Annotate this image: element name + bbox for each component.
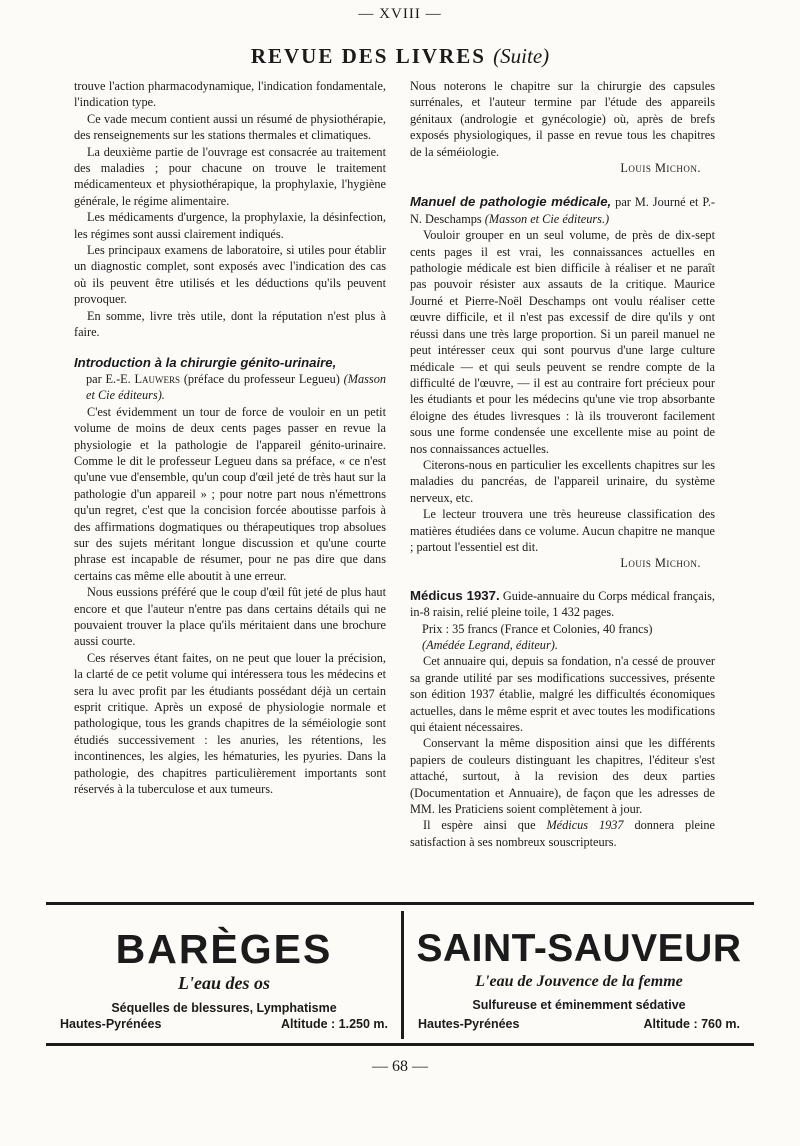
- review-heading: [74, 355, 386, 371]
- paragraph: Conservant la même disposition ainsi que les différents papiers de couleurs distinguant les chapitres, l'éditeur s'est attaché, surtout, à la revision des deux parties (Documentation et Annuaire), de façon que les adresses de MM. les Praticiens soient complètement à jour.: [410, 736, 715, 817]
- review-title: Introduction à la chirurgie génito-urinaire,: [74, 354, 337, 370]
- ad-subtitle: Sulfureuse et éminemment sédative: [472, 998, 686, 1012]
- section-title: [0, 44, 800, 69]
- review-price: Prix : 35 francs (France et Colonies, 40 francs): [422, 621, 653, 636]
- ad-region: Hautes-Pyrénées: [60, 1017, 162, 1031]
- ad-name: SAINT-SAUVEUR: [416, 927, 742, 970]
- paragraph: [410, 817, 715, 850]
- paragraph: C'est évidemment un tour de force de vouloir en un petit volume de moins de deux cents pages passer en revue la physiologie et la pathologie de l'appareil génito-urinaire. Comme le dit le professeur Legueu dans sa préface, « ce n'est qu'une vue d'ensemble, qu'un coup d'œil jeté de très haut sur la pathologie d'un appareil » ; pour notre part nous n'émettrons qu'un regret, c'est que la concision forcée aboutisse parfois à des affirmations dogmatiques ou thérapeutiques trop absolues sur des sujets méritant longue discussion et qu'une courte phrase est incapable de résumer, pour ne pas dire que dans certains cas même elle aboutit à une erreur.: [74, 404, 386, 583]
- review-meta: [74, 371, 386, 404]
- text: donnera pleine satisfaction à ses nombreux souscripteurs.: [410, 818, 716, 849]
- review-publisher: (Amédée Legrand, éditeur).: [422, 638, 558, 652]
- section-title-suite: (Suite): [493, 44, 550, 68]
- ad-name: BARÈGES: [115, 926, 333, 972]
- page-roman-numeral: — XVIII —: [358, 6, 442, 22]
- advertisement-block: [46, 902, 754, 1046]
- review-title: Manuel de pathologie médicale,: [410, 194, 612, 210]
- text-italic: Médicus 1937: [546, 818, 624, 833]
- paragraph: Vouloir grouper en un seul volume, de près de dix-sept cents pages il est vrai, les connaissances actuelles en pathologie médicale est bien difficile à réaliser et ne paraît pas pouvoir résister aux assauts de la critique. Maurice Journé et Pierre-Noël Deschamps ont voulu réaliser cette œuvre difficile, et il n'est pas excessif de dire qu'ils y ont réussi dans une très large proportion. Si un pareil manuel ne peut intéresser ceux qui sont pourvus d'une large culture médicale — et qui seuls peuvent se rendre compte de la difficulté de l'œuvre, — il est au contraire fort précieux pour les étudiants et pour les médecins qu'une vie trop absorbante éloigne des études livresques : là ils trouveront facilement sous une forme condensée une excellente mise au point de nos connaissances actuelles.: [410, 228, 715, 456]
- page-number: — 68 —: [372, 1058, 428, 1075]
- paragraph: En somme, livre très utile, dont la réputation n'est plus à faire.: [74, 308, 386, 340]
- paragraph: Le lecteur trouvera une très heureuse classification des matières étudiées dans ce volume. Aucun chapitre ne manque ; partout l'essentiel est dit.: [410, 507, 715, 554]
- section-title-main: REVUE DES LIVRES: [250, 44, 486, 68]
- left-column: [74, 78, 386, 797]
- review-by: par: [86, 371, 102, 386]
- right-column: [410, 78, 715, 850]
- ad-tagline: L'eau des os: [178, 973, 270, 993]
- review-heading: [410, 194, 715, 227]
- paragraph: Les médicaments d'urgence, la prophylaxie, la désinfection, les régimes sont aussi clairement indiqués.: [74, 210, 386, 241]
- review-publisher: (Masson et Cie éditeurs.): [484, 211, 610, 226]
- ad-bareges: [46, 905, 402, 1043]
- review-heading: [410, 588, 715, 621]
- signature: Louis Michon.: [620, 556, 701, 571]
- review-title: Médicus 1937.: [410, 587, 500, 603]
- text: Il espère ainsi que: [423, 818, 536, 833]
- review-publisher: (Masson et Cie éditeurs).: [86, 371, 387, 403]
- paragraph: Ces réserves étant faites, on ne peut que louer la précision, la clarté de ce petit volume qui intéressera tous les médecins et sera lu avec profit par les étudiants possédant déjà un certain esprit critique. Après un exposé de physiologie normale et pathologique, tous les grands chapitres de la séméiologie sont étudiés successivement : les anuries, les rétentions, les incontinences, les algies, les hématuries, les pyuries. Dans la pathologie, des chapitres particulièrement importants sont réservés à la tuberculose et aux tumeurs.: [74, 650, 386, 797]
- signature: Louis Michon.: [620, 161, 701, 176]
- review-by: par M. Journé et P.-N. Deschamps: [410, 195, 715, 226]
- ad-tagline: L'eau de Jouvence de la femme: [475, 973, 683, 990]
- ad-region: Hautes-Pyrénées: [418, 1017, 520, 1031]
- ad-footer: [60, 1017, 388, 1031]
- ad-altitude: Altitude : 1.250 m.: [281, 1017, 388, 1031]
- ad-subtitle: Séquelles de blessures, Lymphatisme: [111, 1001, 337, 1015]
- paragraph: Ce vade mecum contient aussi un résumé de physiothérapie, des renseignements sur les stations thermales et climatiques.: [74, 111, 386, 143]
- paragraph: Cet annuaire qui, depuis sa fondation, n'a cessé de prouver sa grande utilité par ses modifications successives, présente son édition 1937 établie, malgré les difficultés économiques actuelles, dans le même esprit et avec toutes les modifications qui étaient nécessaires.: [410, 654, 715, 735]
- ad-footer: [418, 1017, 740, 1031]
- paragraph: Les principaux examens de laboratoire, si utiles pour établir un diagnostic complet, sont exposés avec l'indication des cas où ils peuvent être utilisés et les déductions qu'ils peuvent provoquer.: [74, 243, 386, 307]
- paragraph: Nous noterons le chapitre sur la chirurgie des capsules surrénales, et l'auteur termine par l'étude des appareils génitaux (andrologie et gynécologie) où, après de brefs exposés physiologiques, il passe en revue tous les chapitres de la séméiologie.: [410, 79, 715, 159]
- review-meta: [410, 637, 715, 653]
- review-preface: (préface du professeur Legueu): [183, 371, 340, 386]
- paragraph: trouve l'action pharmacodynamique, l'indication fondamentale, l'indication type.: [74, 79, 386, 110]
- review-desc: Guide-annuaire du Corps médical français, in-8 raisin, relié pleine toile, 1 432 pages.: [410, 588, 715, 620]
- ad-altitude: Altitude : 760 m.: [643, 1017, 740, 1031]
- paragraph: La deuxième partie de l'ouvrage est consacrée au traitement des maladies ; pour chacune on trouve le traitement médicamenteux et physiothérapique, la prophylaxie, l'hygiène générale, le régime alimentaire.: [74, 144, 386, 208]
- review-author: E.-E. Lauwers: [105, 371, 181, 386]
- paragraph: Nous eussions préféré que le coup d'œil fût jeté de plus haut encore et que l'auteur n'entre pas dans certains détails qui ne pouvaient trouver la place qu'ils méritaient dans une brochure aussi courte.: [74, 585, 386, 649]
- ad-saint-sauveur: [404, 905, 754, 1043]
- paragraph: Citerons-nous en particulier les excellents chapitres sur les maladies du pancréas, de l'appareil urinaire, du système nerveux, etc.: [410, 457, 715, 505]
